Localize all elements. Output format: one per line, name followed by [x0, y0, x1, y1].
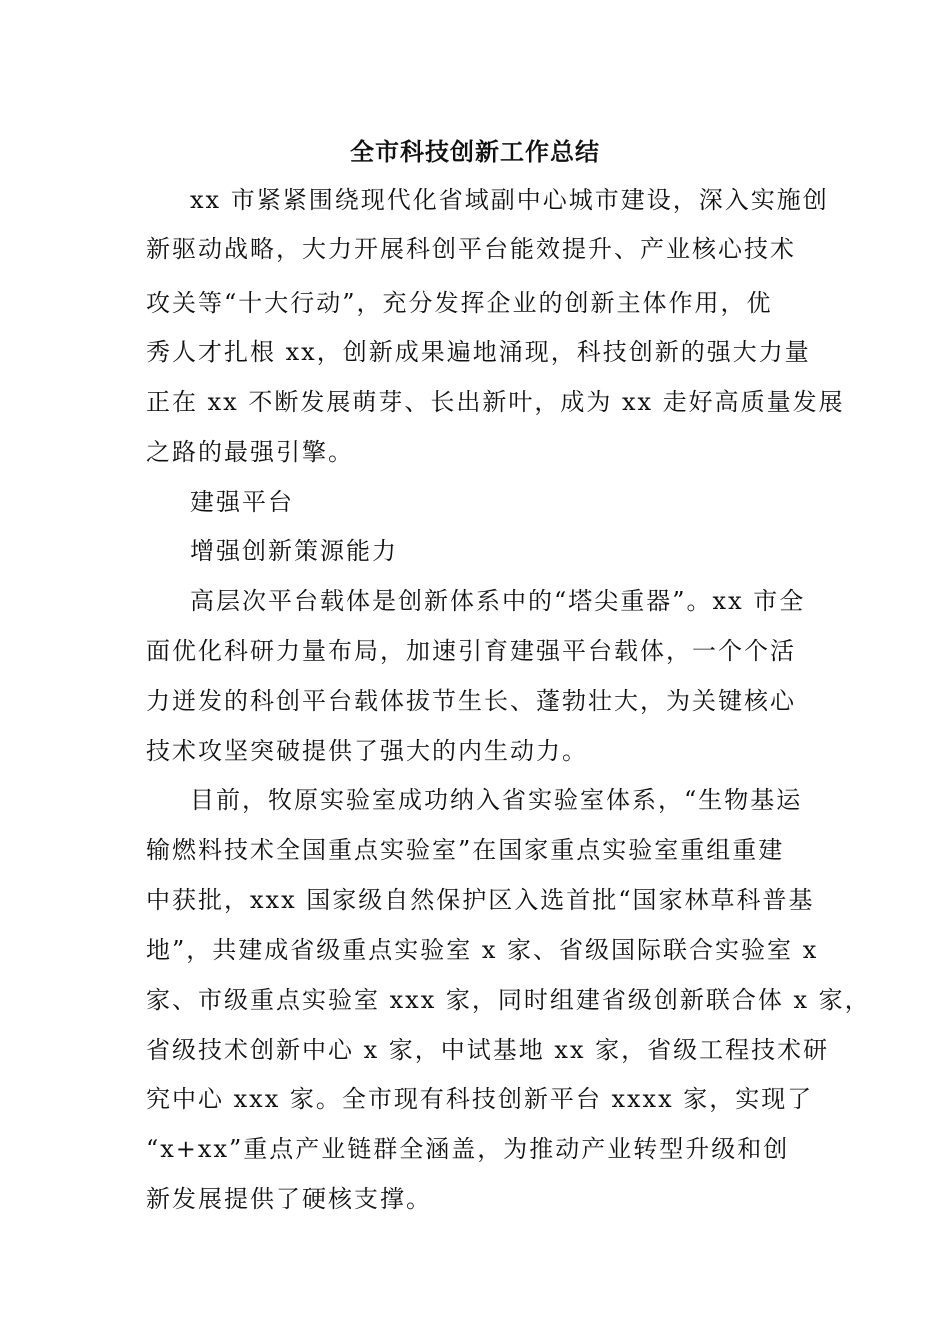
paragraph-3-line-7: 究中心 xxx 家。全市现有科技创新平台 xxxx 家，实现了 [146, 1085, 814, 1113]
paragraph-3-line-6: 省级技术创新中心 x 家，中试基地 xx 家，省级工程技术研 [146, 1036, 830, 1064]
section-subheading: 增强创新策源能力 [190, 537, 398, 565]
paragraph-1-line-6: 之路的最强引擎。 [146, 438, 354, 466]
paragraph-1-line-1: xx 市紧紧围绕现代化省域副中心城市建设，深入实施创 [190, 186, 829, 214]
section-heading: 建强平台 [190, 488, 294, 516]
paragraph-3-line-4: 地”，共建成省级重点实验室 x 家、省级国际联合实验室 x [146, 936, 819, 964]
paragraph-3-line-1: 目前，牧原实验室成功纳入省实验室体系，“生物基运 [190, 786, 803, 814]
paragraph-3-line-2: 输燃料技术全国重点实验室”在国家重点实验室重组重建 [146, 836, 785, 864]
paragraph-3-line-9: 新发展提供了硬核支撑。 [146, 1185, 432, 1213]
paragraph-1-line-2: 新驱动战略，大力开展科创平台能效提升、产业核心技术 [146, 235, 796, 263]
paragraph-3-line-8: “x+xx”重点产业链群全涵盖，为推动产业转型升级和创 [146, 1135, 790, 1163]
paragraph-3-line-5: 家、市级重点实验室 xxx 家，同时组建省级创新联合体 x 家， [146, 986, 871, 1014]
paragraph-2-line-4: 技术攻坚突破提供了强大的内生动力。 [146, 737, 588, 765]
paragraph-2-line-3: 力迸发的科创平台载体拔节生长、蓬勃壮大，为关键核心 [146, 687, 796, 715]
paragraph-1-line-5: 正在 xx 不断发展萌芽、长出新叶，成为 xx 走好高质量发展 [146, 388, 845, 416]
document-title: 全市科技创新工作总结 [350, 137, 600, 166]
paragraph-3-line-3: 中获批，xxx 国家级自然保护区入选首批“国家林草科普基 [146, 886, 815, 914]
paragraph-1-line-4: 秀人才扎根 xx，创新成果遍地涌现，科技创新的强大力量 [146, 338, 811, 366]
paragraph-2-line-2: 面优化科研力量布局，加速引育建强平台载体，一个个活 [146, 637, 796, 665]
paragraph-2-line-1: 高层次平台载体是创新体系中的“塔尖重器”。xx 市全 [190, 587, 806, 615]
paragraph-1-line-3: 攻关等“十大行动”，充分发挥企业的创新主体作用，优 [146, 289, 773, 317]
